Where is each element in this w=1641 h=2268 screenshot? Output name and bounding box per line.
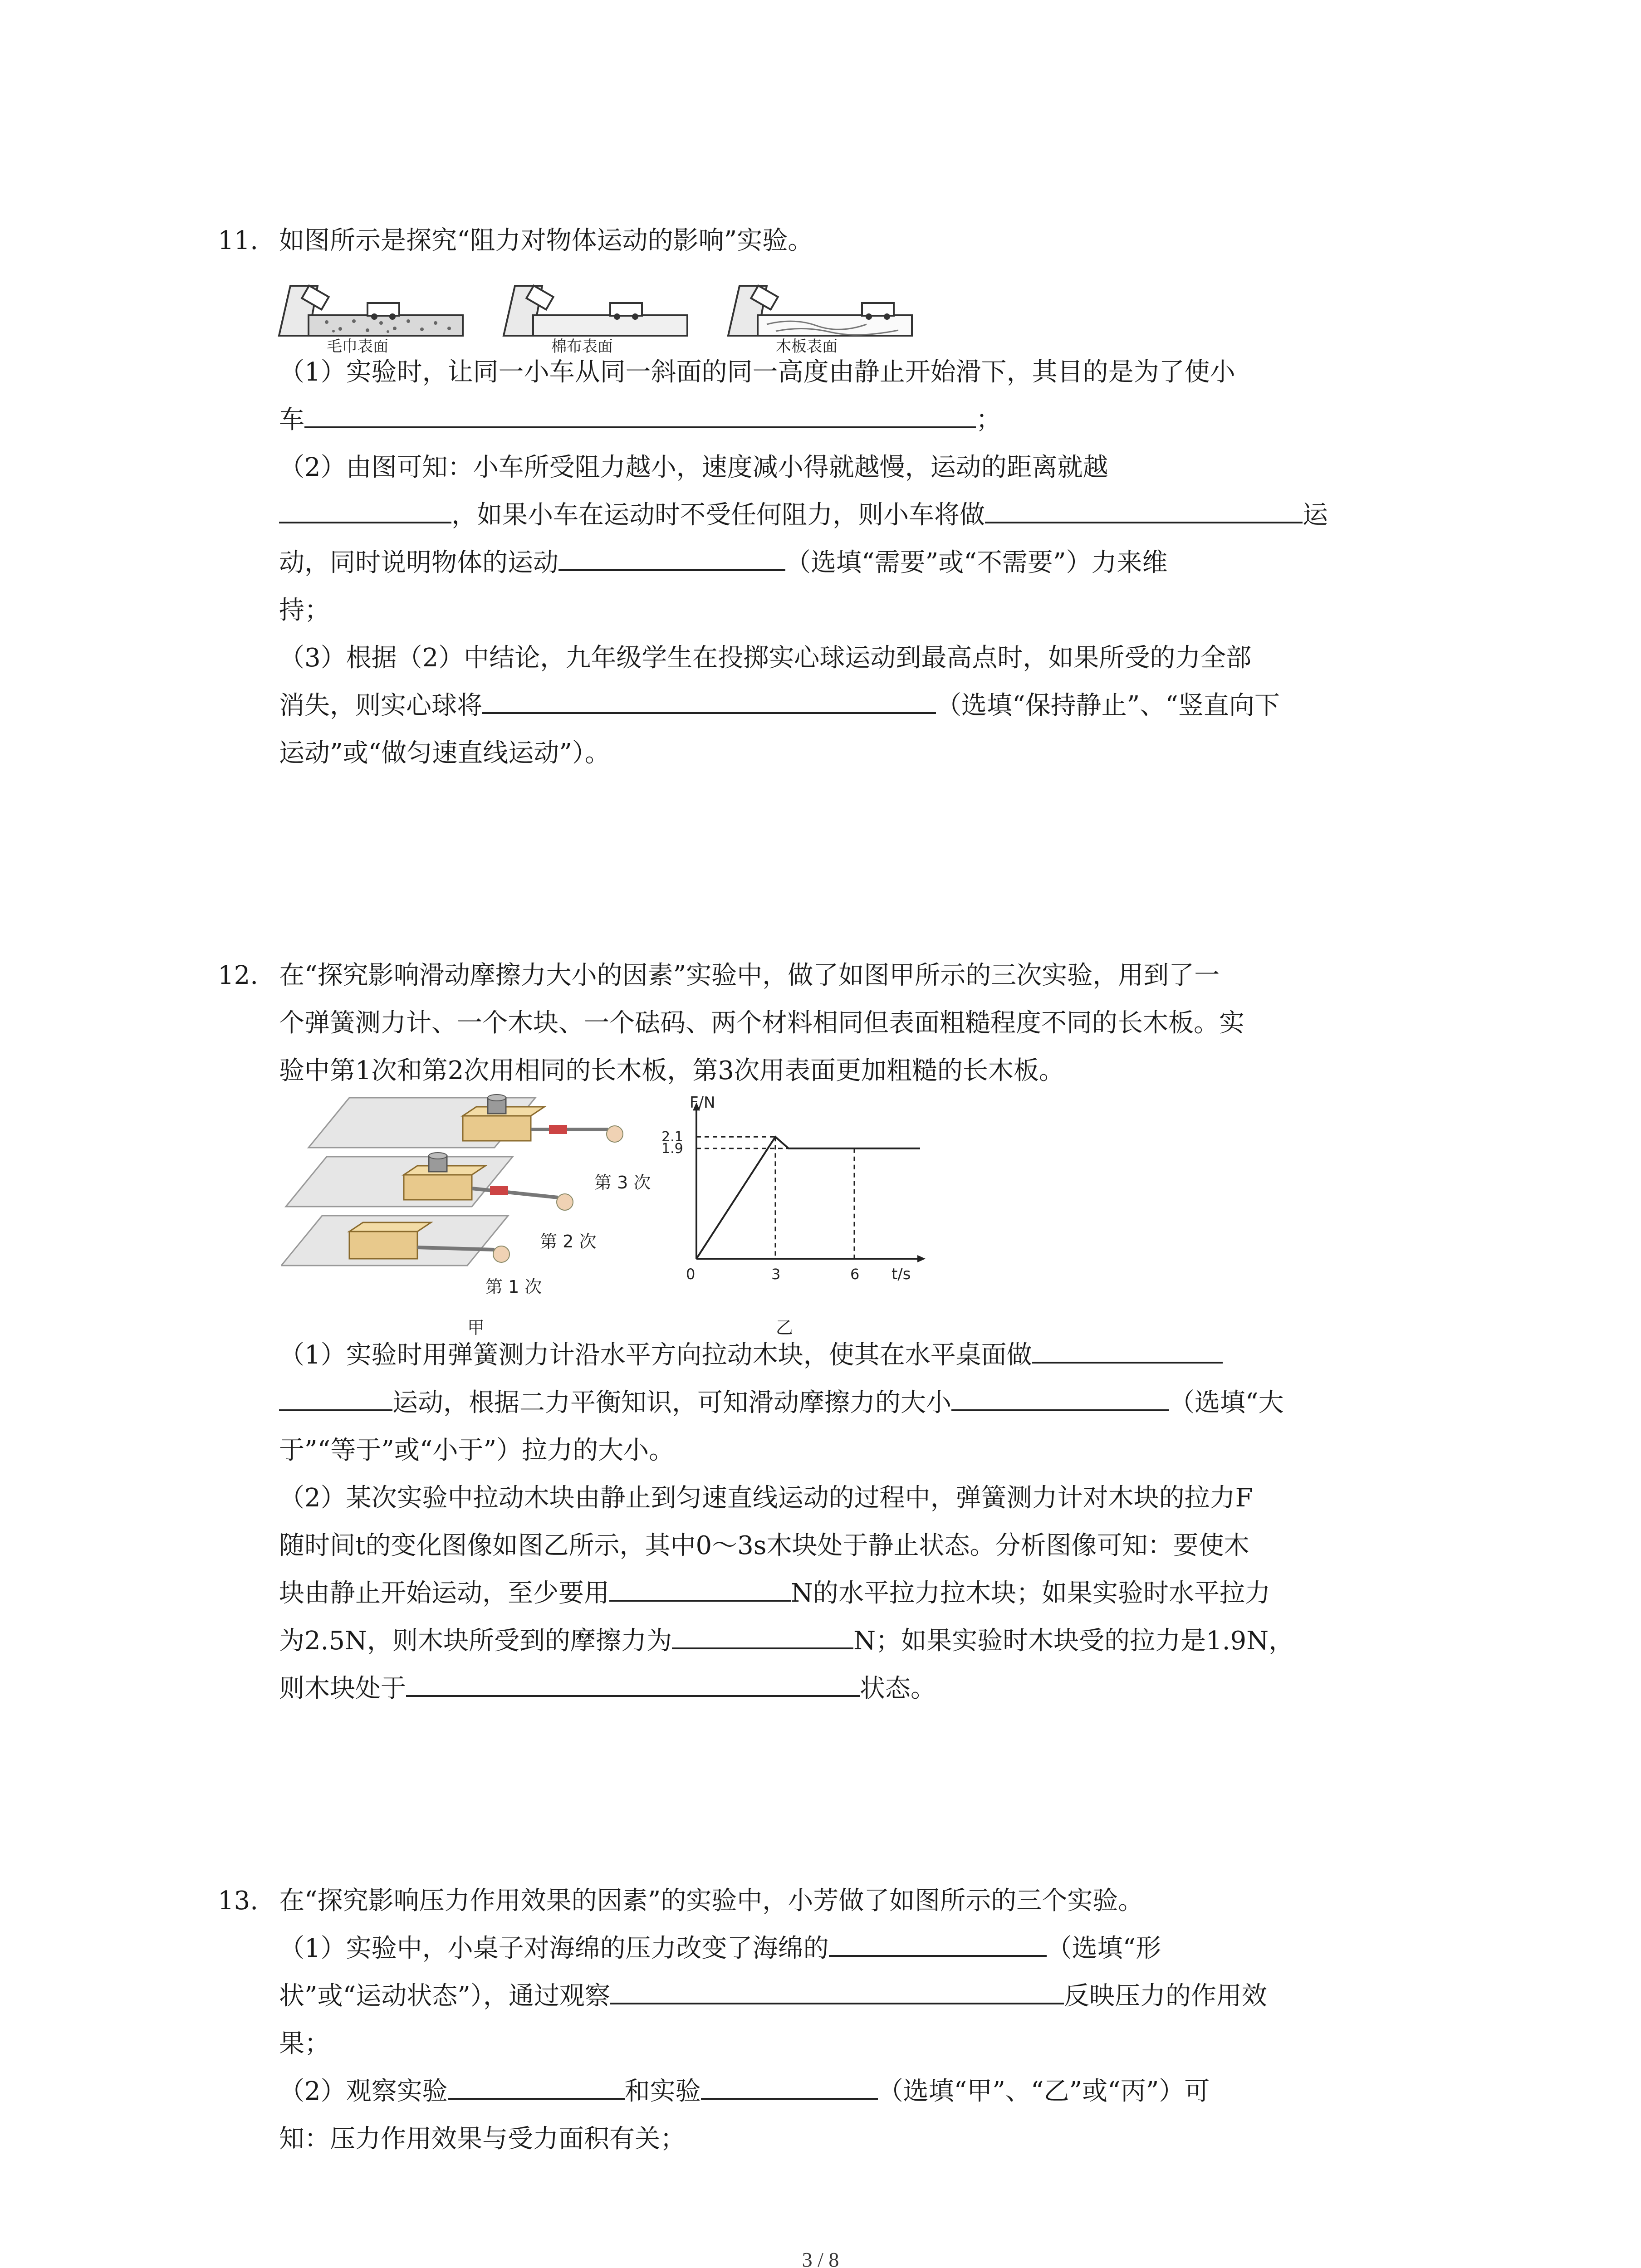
x-axis-arrow xyxy=(917,1255,926,1262)
trial-label-1: 第 1 次 xyxy=(485,1277,542,1297)
trial-label-3: 第 3 次 xyxy=(594,1173,651,1193)
answer-blank-11[interactable] xyxy=(829,1925,1047,1957)
answer-blank-14[interactable] xyxy=(701,2068,878,2100)
answer-blank-13[interactable] xyxy=(448,2068,625,2100)
force-time-line xyxy=(696,1137,920,1259)
trial-board-2 xyxy=(286,1153,573,1210)
q12-part2-line1: （2）某次实验中拉动木块由静止到匀速直线运动的过程中，弹簧测力计对木块的拉力F xyxy=(279,1483,1253,1513)
surface-label-towel: 毛巾表面 xyxy=(327,337,388,354)
q12-part2-line5 xyxy=(279,1665,936,1713)
q11-part1-line1: （1）实验时，让同一小车从同一斜面的同一高度由静止开始滑下，其目的是为了使小 xyxy=(279,357,1235,387)
figure-yi-graph xyxy=(653,1089,926,1343)
origin-label: 0 xyxy=(686,1266,696,1283)
question-stem: 在“探究影响压力作用效果的因素”的实验中，小芳做了如图所示的三个实验。 xyxy=(279,1886,1144,1916)
text-fragment: 和实验 xyxy=(624,2077,701,2106)
text-fragment: ，如果小车在运动时不受任何阻力，则小车将做 xyxy=(451,500,985,530)
surface-label-cotton: 棉布表面 xyxy=(551,337,613,354)
q12-part1-line2 xyxy=(279,1379,1284,1427)
question-stem-1: 在“探究影响滑动摩擦力大小的因素”实验中，做了如图甲所示的三次实验，用到了一 xyxy=(279,961,1220,990)
q13-part2-line2: 知：压力作用效果与受力面积有关； xyxy=(279,2124,686,2154)
text-fragment: N；如果实验时木块受的拉力是1.9N， xyxy=(853,1626,1294,1656)
text-fragment: 运动，根据二力平衡知识，可知滑动摩擦力的大小 xyxy=(392,1388,951,1418)
q13-part2-line1 xyxy=(279,2068,1210,2116)
q12-part2-line4 xyxy=(279,1617,1294,1665)
q13-part1-line2 xyxy=(279,1972,1267,2020)
q11-part3-line3: 运动”或“做匀速直线运动”）。 xyxy=(279,738,610,768)
answer-blank-5[interactable] xyxy=(482,682,936,714)
x-tick-label: 3 xyxy=(771,1266,781,1283)
figure-label-jia: 甲 xyxy=(467,1318,485,1338)
question-stem-3: 验中第1次和第2次用相同的长木板，第3次用表面更加粗糙的长木板。 xyxy=(279,1056,1064,1085)
y-tick-label: 1.9 xyxy=(661,1140,683,1157)
text-fragment: 车 xyxy=(279,405,304,435)
towel-surface-diagram xyxy=(279,286,463,354)
answer-blank-8[interactable] xyxy=(609,1570,791,1602)
question-stem-2: 个弹簧测力计、一个木块、一个砝码、两个材料相同但表面粗糙程度不同的长木板。实 xyxy=(279,1008,1244,1038)
figure-label-yi: 乙 xyxy=(776,1318,794,1338)
q11-part3-line1: （3）根据（2）中结论，九年级学生在投掷实心球运动到最高点时，如果所受的力全部 xyxy=(279,643,1252,673)
text-fragment: （选填“形 xyxy=(1046,1934,1161,1963)
y-tick-label: 2.1 xyxy=(661,1129,683,1145)
text-fragment: 状”或“运动状态”），通过观察 xyxy=(279,1981,610,2011)
text-fragment: （1）实验时用弹簧测力计沿水平方向拉动木块，使其在水平桌面做 xyxy=(279,1340,1032,1370)
q12-part1-line1 xyxy=(279,1331,1223,1379)
trial-board-1 xyxy=(281,1216,509,1266)
q11-part2-line3 xyxy=(279,539,1168,587)
answer-blank-2[interactable] xyxy=(279,492,451,523)
q11-part2-line4: 持； xyxy=(279,596,330,625)
figure-jia xyxy=(281,1093,681,1338)
wood-surface-diagram xyxy=(728,286,912,354)
q13-part1-line3: 果； xyxy=(279,2029,330,2058)
q11-part1-line2 xyxy=(279,396,1001,444)
y-axis-label: F/N xyxy=(690,1094,715,1112)
surface-label-wood: 木板表面 xyxy=(776,337,838,354)
question-number: 13. xyxy=(218,1886,259,1916)
text-fragment: 运 xyxy=(1303,500,1328,530)
answer-blank-10[interactable] xyxy=(406,1665,860,1697)
text-fragment: 反映压力的作用效 xyxy=(1063,1981,1267,2011)
text-fragment: （1）实验中，小桌子对海绵的压力改变了海绵的 xyxy=(279,1934,829,1963)
text-fragment: 块由静止开始运动，至少要用 xyxy=(279,1579,609,1608)
answer-blank-6[interactable] xyxy=(1032,1332,1223,1364)
text-fragment: 动，同时说明物体的运动 xyxy=(279,548,558,577)
text-fragment: 则木块处于 xyxy=(279,1674,406,1703)
text-fragment: 消失，则实心球将 xyxy=(279,691,482,720)
text-fragment: （选填“需要”或“不需要”）力来维 xyxy=(785,548,1168,577)
answer-blank-3[interactable] xyxy=(985,492,1303,523)
text-fragment: 状态。 xyxy=(860,1674,936,1703)
answer-blank-6b[interactable] xyxy=(279,1379,392,1411)
text-fragment: （选填“保持静止”、“竖直向下 xyxy=(936,691,1280,720)
answer-blank-9[interactable] xyxy=(672,1618,853,1649)
x-axis-label: t/s xyxy=(892,1265,911,1283)
answer-blank-12[interactable] xyxy=(610,1973,1064,2004)
trial-label-2: 第 2 次 xyxy=(540,1232,597,1251)
x-tick-label: 6 xyxy=(850,1266,860,1283)
graph-axes xyxy=(693,1102,926,1262)
surfaces-figure xyxy=(277,268,921,354)
q11-part2-line1: （2）由图可知：小车所受阻力越小，速度减小得就越慢，运动的距离就越 xyxy=(279,453,1108,482)
text-fragment: （选填“甲”、“乙”或“丙”）可 xyxy=(877,2077,1210,2106)
q13-part1-line1 xyxy=(279,1925,1161,1973)
question-number: 12. xyxy=(218,961,259,990)
cotton-surface-diagram xyxy=(504,286,687,354)
text-fragment: （选填“大 xyxy=(1169,1388,1284,1418)
q12-part1-line3: 于”“等于”或“小于”）拉力的大小。 xyxy=(279,1436,675,1465)
q12-part2-line3 xyxy=(279,1569,1270,1618)
page-number: 3 / 8 xyxy=(802,2248,839,2268)
answer-blank-7[interactable] xyxy=(951,1379,1169,1411)
answer-blank-1[interactable] xyxy=(304,396,976,428)
text-fragment: 为2.5N，则木块所受到的摩擦力为 xyxy=(279,1626,672,1656)
graph-reference-lines xyxy=(696,1137,854,1259)
answer-blank-4[interactable] xyxy=(558,539,785,571)
text-fragment: （2）观察实验 xyxy=(279,2077,448,2106)
trial-board-3 xyxy=(309,1095,623,1148)
q12-part2-line2: 随时间t的变化图像如图乙所示，其中0～3s木块处于静止状态。分析图像可知：要使木 xyxy=(279,1531,1249,1560)
q11-part3-line2 xyxy=(279,682,1280,730)
question-number: 11. xyxy=(218,226,259,255)
text-fragment: ； xyxy=(976,405,1001,435)
question-stem: 如图所示是探究“阻力对物体运动的影响”实验。 xyxy=(279,226,813,255)
text-fragment: N的水平拉力拉木块；如果实验时水平拉力 xyxy=(791,1579,1270,1608)
q11-part2-line2 xyxy=(279,491,1328,539)
graph-series xyxy=(696,1137,920,1259)
